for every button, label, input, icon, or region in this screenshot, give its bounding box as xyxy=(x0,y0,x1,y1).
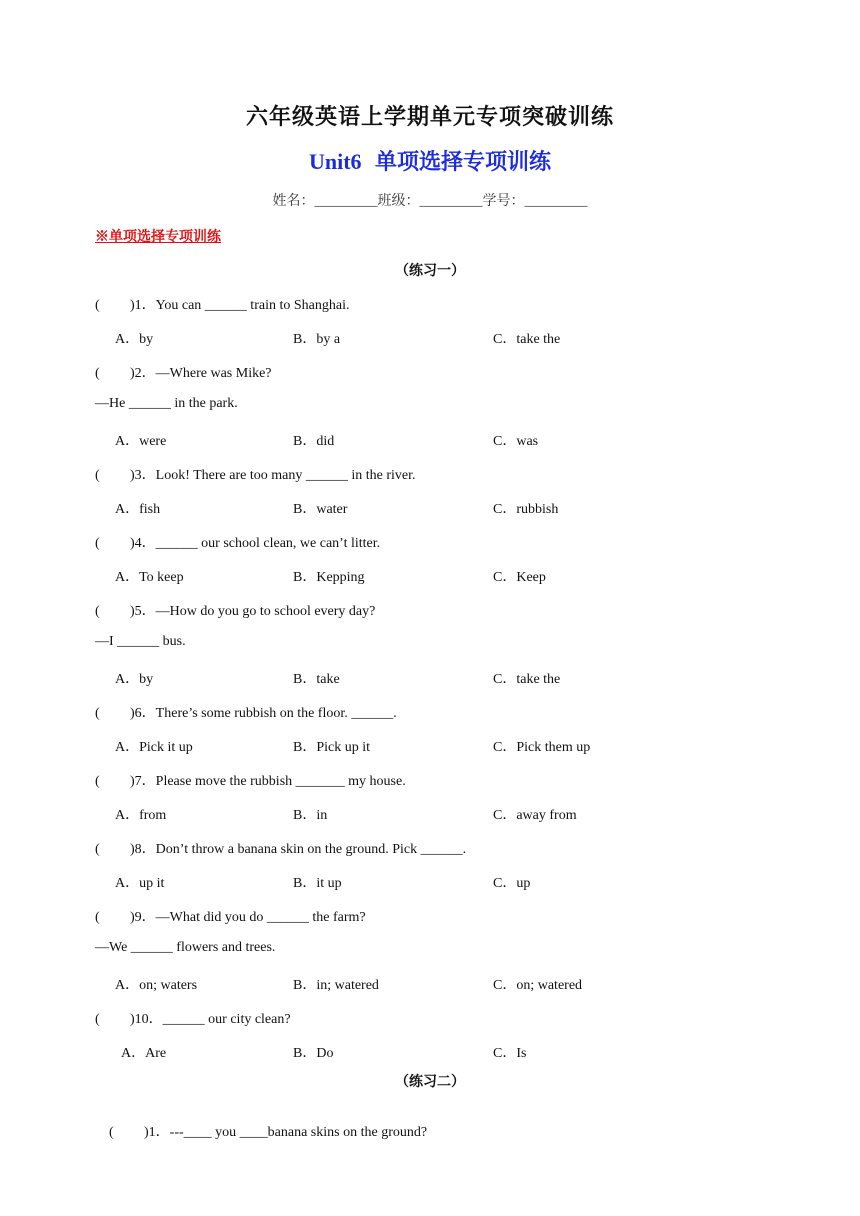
paren-close: ) xyxy=(130,774,135,789)
answer-paren[interactable]: ( xyxy=(95,910,100,925)
option-b[interactable]: B．Kepping xyxy=(293,570,365,585)
question-number: 6． xyxy=(134,706,156,721)
paren-close: ) xyxy=(130,536,135,551)
subtitle-unit: Unit6 xyxy=(308,149,362,174)
option-b[interactable]: B．Do xyxy=(293,1046,334,1061)
question-text: Please move the rubbish _______ my house. xyxy=(155,774,406,789)
question-response-line xyxy=(95,940,275,956)
paren-close: ) xyxy=(130,842,135,857)
question-number: 8． xyxy=(134,842,156,857)
option-b[interactable]: B．in xyxy=(293,808,328,823)
question-stem xyxy=(95,702,397,722)
question-text: —Where was Mike? xyxy=(155,366,272,381)
question-stem xyxy=(95,294,349,314)
option-c[interactable]: C．on; watered xyxy=(493,978,583,993)
question-stem xyxy=(95,532,380,552)
question-stem xyxy=(95,838,466,858)
student-info-line: 姓名：_________班级：_________学号：_________ xyxy=(272,194,588,209)
question-text: You can ______ train to Shanghai. xyxy=(155,298,350,313)
answer-paren[interactable]: ( xyxy=(95,604,100,619)
option-a[interactable]: A．on; waters xyxy=(115,978,198,993)
question-response-line xyxy=(95,396,238,412)
question-number: 1． xyxy=(134,298,156,313)
question-number: 4． xyxy=(134,536,156,551)
option-a[interactable]: A．by xyxy=(115,332,154,347)
option-a[interactable]: A．up it xyxy=(115,876,165,891)
question-number: 5． xyxy=(134,604,156,619)
question-number: 10． xyxy=(134,1012,163,1027)
option-a[interactable]: A．fish xyxy=(115,502,161,517)
option-a[interactable]: A．by xyxy=(115,672,154,687)
question-text: —What did you do ______ the farm? xyxy=(155,910,366,925)
question-text: ---____ you ____banana skins on the ground? xyxy=(169,1125,428,1140)
option-c[interactable]: C．was xyxy=(493,434,539,449)
question-number: 1． xyxy=(148,1125,170,1140)
answer-paren[interactable]: ( xyxy=(95,468,100,483)
question-text: Look! There are too many ______ in the river. xyxy=(155,468,416,483)
answer-paren[interactable]: ( xyxy=(95,774,100,789)
question-stem xyxy=(95,906,366,926)
question-response-line xyxy=(95,634,186,650)
paren-close: ) xyxy=(130,604,135,619)
question-number: 7． xyxy=(134,774,156,789)
question-text: ______ our city clean? xyxy=(162,1012,291,1027)
question-stem xyxy=(95,362,272,382)
answer-paren[interactable]: ( xyxy=(95,298,100,313)
option-b[interactable]: B．water xyxy=(293,502,348,517)
question-text: —We ______ flowers and trees. xyxy=(95,940,276,955)
option-c[interactable]: C．rubbish xyxy=(493,502,559,517)
question-text: Don’t throw a banana skin on the ground. Pick ______. xyxy=(155,842,467,857)
question-number: 3． xyxy=(134,468,156,483)
option-a[interactable]: A．Are xyxy=(121,1046,167,1061)
subtitle-text: 单项选择专项训练 xyxy=(375,149,552,174)
answer-paren[interactable]: ( xyxy=(95,536,100,551)
option-b[interactable]: B．in; watered xyxy=(293,978,379,993)
question-stem xyxy=(95,600,375,620)
option-a[interactable]: A．To keep xyxy=(115,570,184,585)
option-b[interactable]: B．by a xyxy=(293,332,341,347)
paren-close: ) xyxy=(130,298,135,313)
option-a[interactable]: A．were xyxy=(115,434,167,449)
option-c[interactable]: C．Is xyxy=(493,1046,527,1061)
answer-paren[interactable]: ( xyxy=(95,706,100,721)
question-stem xyxy=(95,464,416,484)
question-text: There’s some rubbish on the floor. ______. xyxy=(155,706,397,721)
option-b[interactable]: B．take xyxy=(293,672,340,687)
option-b[interactable]: B．did xyxy=(293,434,335,449)
question-text: —He ______ in the park. xyxy=(95,396,238,411)
answer-paren[interactable]: ( xyxy=(95,1012,100,1027)
option-c[interactable]: C．take the xyxy=(493,672,561,687)
option-c[interactable]: C．up xyxy=(493,876,531,891)
option-c[interactable]: C．take the xyxy=(493,332,561,347)
option-c[interactable]: C．away from xyxy=(493,808,577,823)
option-c[interactable]: C．Pick them up xyxy=(493,740,591,755)
answer-paren: ( xyxy=(109,1125,114,1140)
paren-close: ) xyxy=(130,468,135,483)
paren-close: ) xyxy=(130,910,135,925)
option-a[interactable]: A．from xyxy=(115,808,167,823)
question-number: 2． xyxy=(134,366,156,381)
option-b[interactable]: B．it up xyxy=(293,876,342,891)
paren-close: ) xyxy=(130,1012,135,1027)
question-text: ______ our school clean, we can’t litter. xyxy=(155,536,381,551)
option-c[interactable]: C．Keep xyxy=(493,570,546,585)
paren-close: ) xyxy=(144,1125,149,1140)
answer-paren[interactable]: ( xyxy=(95,366,100,381)
question-stem xyxy=(95,770,406,790)
section-title: ※单项选择专项训练 xyxy=(95,230,221,245)
option-b[interactable]: B．Pick up it xyxy=(293,740,371,755)
question-number: 9． xyxy=(134,910,156,925)
option-a[interactable]: A．Pick it up xyxy=(115,740,193,755)
document-subtitle xyxy=(0,145,860,176)
question-text: —I ______ bus. xyxy=(95,634,186,649)
practice2-question-1 xyxy=(95,1105,427,1157)
paren-close: ) xyxy=(130,366,135,381)
document-title: 六年级英语上学期单元专项突破训练 xyxy=(245,104,614,129)
paren-close: ) xyxy=(130,706,135,721)
answer-paren[interactable]: ( xyxy=(95,842,100,857)
question-text: —How do you go to school every day? xyxy=(155,604,376,619)
practice2-title: （练习二） xyxy=(395,1075,465,1090)
practice1-title: （练习一） xyxy=(395,264,465,279)
question-stem xyxy=(95,1008,291,1028)
